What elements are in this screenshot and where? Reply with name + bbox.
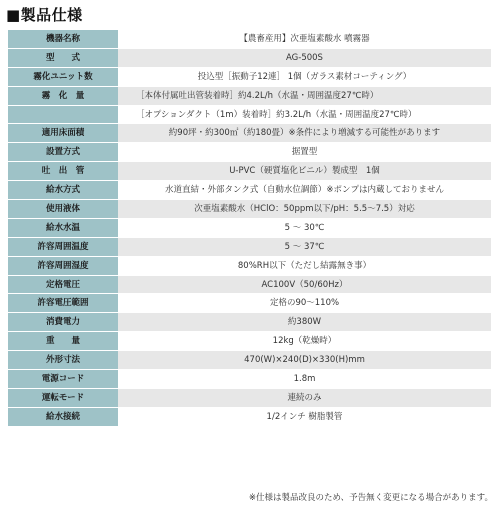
row-label: 設置方式	[8, 143, 118, 162]
table-row	[8, 143, 491, 162]
table-row	[8, 407, 491, 426]
row-value: 1/2インチ 樹脂製管	[118, 407, 491, 426]
table-row	[8, 237, 491, 256]
row-value: 投込型［振動子12連］ 1個（ガラス素材コーティング）	[118, 67, 491, 86]
row-label: 霧 化 量	[8, 86, 118, 105]
row-label: 使用液体	[8, 200, 118, 219]
row-value: 約380W	[118, 313, 491, 332]
row-value: ［本体付属吐出管装着時］約4.2L/h（水温・周囲温度27℃時）	[118, 86, 491, 105]
row-label: 給水接続	[8, 407, 118, 426]
row-label: 許容電圧範囲	[8, 294, 118, 313]
row-label: 機器名称	[8, 30, 118, 48]
row-value: 80%RH以下（ただし結露無き事）	[118, 256, 491, 275]
table-row	[8, 332, 491, 351]
table-row	[8, 86, 491, 105]
row-label	[8, 105, 118, 124]
row-value: AC100V（50/60Hz）	[118, 275, 491, 294]
table-row	[8, 67, 491, 86]
row-value: AG-500S	[118, 48, 491, 67]
row-label: 運転モード	[8, 388, 118, 407]
row-label: 給水水温	[8, 218, 118, 237]
row-label: 許容周囲湿度	[8, 256, 118, 275]
row-value: 約90坪・約300㎡（約180畳）※条件により増減する可能性があります	[118, 124, 491, 143]
row-label: 消費電力	[8, 313, 118, 332]
row-label: 吐 出 管	[8, 162, 118, 181]
table-row	[8, 256, 491, 275]
row-value: 連続のみ	[118, 388, 491, 407]
table-row	[8, 294, 491, 313]
table-row	[8, 124, 491, 143]
row-label: 適用床面積	[8, 124, 118, 143]
row-label: 霧化ユニット数	[8, 67, 118, 86]
table-row	[8, 218, 491, 237]
row-value: 次亜塩素酸水（HClO：50ppm以下/pH：5.5〜7.5）対応	[118, 200, 491, 219]
table-row	[8, 162, 491, 181]
row-value: ［オプションダクト（1m）装着時］約3.2L/h（水温・周囲温度27℃時）	[118, 105, 491, 124]
row-value: 5 〜 37℃	[118, 237, 491, 256]
row-value: 水道直結・外部タンク式（自動水位調節）※ポンプは内蔵しておりません	[118, 181, 491, 200]
table-row	[8, 181, 491, 200]
row-label: 型 式	[8, 48, 118, 67]
table-row	[8, 351, 491, 370]
table-row	[8, 30, 491, 48]
table-row	[8, 200, 491, 219]
table-row	[8, 313, 491, 332]
row-label: 重 量	[8, 332, 118, 351]
row-value: 5 〜 30℃	[118, 218, 491, 237]
table-row	[8, 388, 491, 407]
row-value: 470(W)×240(D)×330(H)mm	[118, 351, 491, 370]
footnote: ※仕様は製品改良のため、予告無く変更になる場合があります。	[248, 493, 493, 503]
spec-table	[8, 30, 491, 427]
table-row	[8, 370, 491, 389]
row-label: 定格電圧	[8, 275, 118, 294]
table-row	[8, 275, 491, 294]
page-title: ■製品仕様	[6, 6, 83, 24]
row-value: U-PVC（硬質塩化ビニル）製成型 1個	[118, 162, 491, 181]
table-row	[8, 105, 491, 124]
row-value: 据置型	[118, 143, 491, 162]
row-label: 電源コード	[8, 370, 118, 389]
row-label: 給水方式	[8, 181, 118, 200]
row-value: 定格の90〜110%	[118, 294, 491, 313]
row-label: 外形寸法	[8, 351, 118, 370]
table-row	[8, 48, 491, 67]
row-value: 12kg（乾燥時）	[118, 332, 491, 351]
row-label: 許容周囲温度	[8, 237, 118, 256]
row-value: 【農畜産用】次亜塩素酸水 噴霧器	[118, 30, 491, 48]
row-value: 1.8m	[118, 370, 491, 389]
